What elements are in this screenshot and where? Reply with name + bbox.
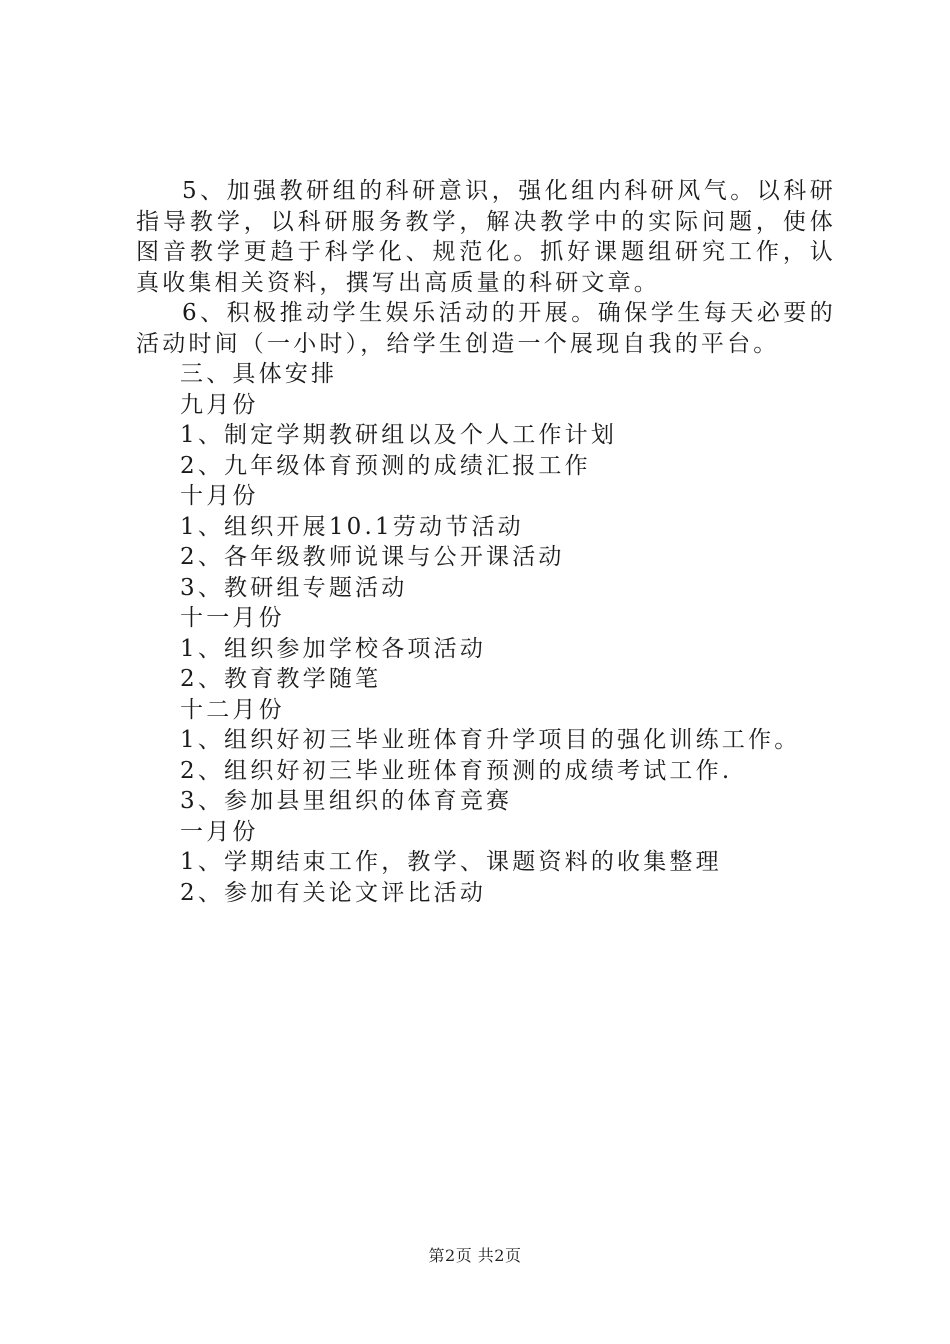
list-item: 2、组织好初三毕业班体育预测的成绩考试工作.	[180, 757, 733, 784]
month-heading-october: 十月份	[180, 483, 259, 509]
document-body	[136, 176, 836, 908]
list-item: 2、参加有关论文评比活动	[180, 879, 487, 906]
list-item: 3、教研组专题活动	[180, 574, 408, 601]
section-heading: 三、具体安排	[180, 361, 338, 387]
list-item: 1、组织参加学校各项活动	[180, 635, 487, 662]
list-item: 2、九年级体育预测的成绩汇报工作	[180, 452, 591, 479]
list-item: 2、各年级教师说课与公开课活动	[180, 544, 565, 570]
month-heading-december: 十二月份	[180, 696, 285, 723]
paragraph-item-5: 5、加强教研组的科研意识，强化组内科研风气。以科研指导教学，以科研服务教学，解决教学中的实际问题，使体图音教学更趋于科学化、规范化。抓好课题组研究工作，认真收集相关资料，撰写出高质量的科研文章。	[136, 178, 836, 296]
list-item: 1、学期结束工作，教学、课题资料的收集整理	[180, 849, 722, 875]
list-item: 1、制定学期教研组以及个人工作计划	[180, 422, 618, 448]
list-item: 3、参加县里组织的体育竞赛	[180, 788, 513, 814]
paragraph-item-6: 6、积极推动学生娱乐活动的开展。确保学生每天必要的活动时间（一小时），给学生创造一个展现自我的平台。	[136, 300, 836, 357]
list-item: 1、组织开展10.1劳动节活动	[180, 513, 524, 540]
list-item: 1、组织好初三毕业班体育升学项目的强化训练工作。	[180, 727, 801, 753]
month-heading-september: 九月份	[180, 391, 259, 418]
month-heading-january: 一月份	[180, 818, 259, 845]
month-heading-november: 十一月份	[180, 605, 285, 631]
list-item: 2、教育教学随笔	[180, 666, 382, 692]
page-number-footer: 第2页 共2页	[428, 1246, 522, 1265]
